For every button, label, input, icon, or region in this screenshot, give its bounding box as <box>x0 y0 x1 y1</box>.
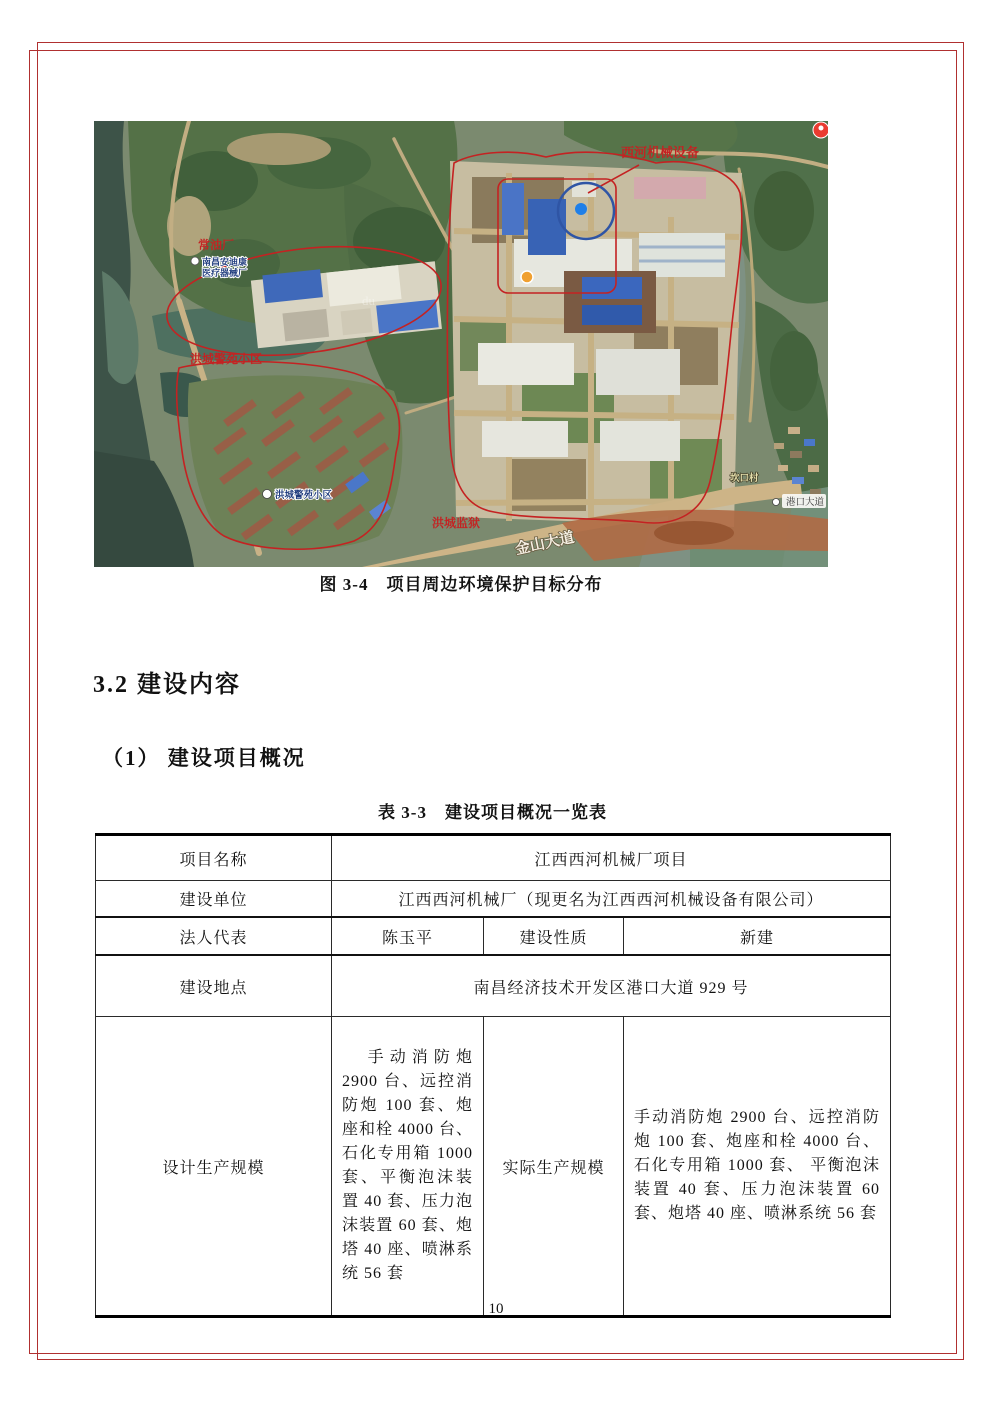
map-label-factory: 西河机械设备 <box>621 145 700 160</box>
table-row <box>96 881 891 918</box>
svg-text:南昌安迪康: 南昌安迪康 <box>202 257 248 267</box>
row-label: 实际生产规模 <box>484 1017 624 1317</box>
row-label: 建设性质 <box>484 917 624 955</box>
row-label: 建设单位 <box>96 881 332 918</box>
row-value: 南昌经济技术开发区港口大道 929 号 <box>332 955 891 1017</box>
row-value: 江西西河机械厂项目 <box>332 835 891 881</box>
figure-caption: 图 3-4 项目周边环境保护目标分布 <box>319 575 603 594</box>
map-label-road-jinshan: 金山大道 <box>513 528 576 559</box>
row-value: 陈玉平 <box>332 917 484 955</box>
map-industrial-park <box>450 161 742 527</box>
row-label: 法人代表 <box>96 917 332 955</box>
satellite-map <box>94 121 828 567</box>
map-watermark: du <box>362 293 375 308</box>
map-blue-dot <box>575 203 587 215</box>
row-value: 手动消防炮 2900 台、远控消防炮 100 套、炮座和栓 4000 台、石化专用箱 1000 套、 平衡泡沫装置 40 套、压力泡沫装置 60 套、炮塔 40 座、喷淋系统 56 套 <box>624 1017 891 1317</box>
table-row <box>96 955 891 1017</box>
page-number: 10 <box>488 1301 504 1317</box>
section-heading: 3.2 建设内容 <box>93 672 241 698</box>
satellite-map-figure <box>94 121 828 567</box>
svg-text:港口大道: 港口大道 <box>786 497 825 508</box>
table-title: 表 3-3 建设项目概况一览表 <box>378 803 607 822</box>
map-pin-icon <box>813 122 828 138</box>
row-label: 项目名称 <box>96 835 332 881</box>
map-orange-marker <box>521 271 533 283</box>
section-subheading: （1） 建设项目概况 <box>102 746 306 770</box>
svg-text:医疗器械厂: 医疗器械厂 <box>202 268 248 278</box>
map-residential <box>188 375 403 549</box>
table-row <box>96 835 891 881</box>
table-row <box>96 917 891 955</box>
map-label-oil-plant: 常油厂 <box>198 238 235 252</box>
row-label: 设计生产规模 <box>96 1017 332 1317</box>
project-overview-table <box>95 833 891 1318</box>
svg-text:洪城警苑小区: 洪城警苑小区 <box>275 490 333 501</box>
row-value: 手 动 消 防 炮 2900 台、远控消防炮 100 套、炮座和栓 4000 台、石化专用箱 1000 套、平衡泡沫装置 40 套、压力泡沫装置 60 套、炮塔 40 座、喷淋系统 56 套 <box>332 1017 484 1317</box>
map-label-village: 坎口村 <box>730 473 759 484</box>
map-label-residential-red: 洪城警苑小区 <box>190 352 263 366</box>
row-label: 建设地点 <box>96 955 332 1017</box>
row-value: 新建 <box>624 917 891 955</box>
map-label-prison: 洪城监狱 <box>432 516 481 530</box>
table-row <box>96 1017 891 1317</box>
row-value: 江西西河机械厂（现更名为江西西河机械设备有限公司） <box>332 881 891 918</box>
